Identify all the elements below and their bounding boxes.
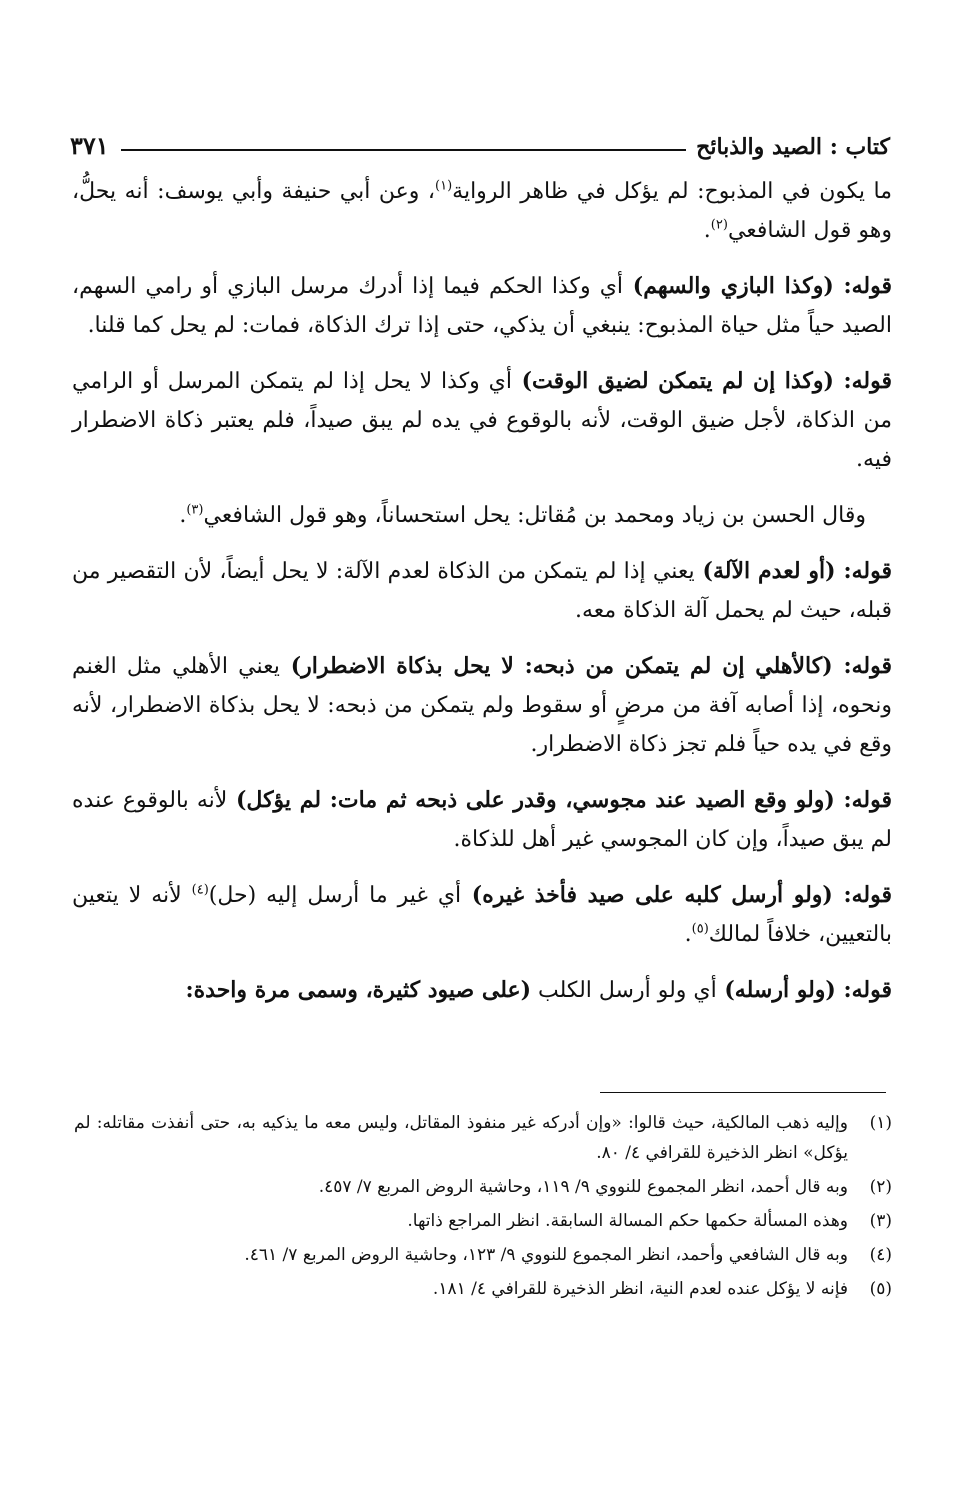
footnote-text: فإنه لا يؤكل عنده لعدم النية، انظر الذخيرة للقرافي ٤/ ١٨١. [432,1279,848,1299]
footnote [74,1240,892,1270]
text-segment: أي وكذا لا يحل إذا لم يتمكن المرسل أو الرامي من الذكاة، لأجل ضيق الوقت، لأنه بالوقوع في يده لم يبق صيداً، فلم يعتبر ذكاة الاضطرار فيه. [72,369,892,472]
paragraph-lead: قوله: [843,368,893,394]
footnote-text: وبه قال أحمد، انظر المجموع للنووي ٩/ ١١٩، وحاشية الروض المربع ٧/ ٤٥٧. [318,1177,848,1197]
footnote-number: (٤) [869,1245,892,1265]
footnote-ref: (٤) [191,882,209,898]
text-segment: لأنه لا يتعين بالتعيين، خلافاً لمالك [72,883,892,947]
paragraph [72,267,892,345]
paragraph-lead: قوله: [843,787,892,813]
quoted-text: (كالأهلي إن لم يتمكن من ذبحه: لا يحل بذكاة الاضطرار) [279,653,844,679]
paragraph [72,362,892,479]
text-segment: يعني إذا لم يتمكن من الذكاة لعدم الآلة: لا يحل أيضاً، لأن التقصير من قبله، حيث لم يحمل آلة الذكاة معه. [72,559,892,623]
footnote-number: (٥) [869,1279,892,1299]
footnotes [74,1108,892,1308]
footnote-separator [600,1092,886,1093]
main-text [72,172,892,1027]
text-segment: . [684,922,692,947]
text-segment: أي غير ما أرسل إليه (حل) [208,883,462,908]
paragraph-lead: قوله: [843,558,893,584]
quoted-text: (وكذا إن لم يتمكن لضيق الوقت) [512,368,844,394]
footnote-text: وهذه المسألة حكمها حكم المسالة السابقة. انظر المراجع ذاتها. [407,1211,848,1231]
footnote-text: وبه قال الشافعي وأحمد، انظر المجموع للنووي ٩/ ١٢٣، وحاشية الروض المربع ٧/ ٤٦١. [244,1245,848,1265]
quoted-text: (على صيود كثيرة، وسمى مرة واحدة: [185,977,532,1003]
paragraph [72,552,892,630]
footnote-text: وإليه ذهب المالكية، حيث قالوا: «وإن أدركه غير منفوذ المقاتل، وليس معه ما يذكيه به، حتى أنفذت مقاتله: لم يؤكل» انظر الذخيرة للقرافي ٤/ ٨٠. [74,1113,848,1163]
quoted-text: (ولو أرسله) [716,977,844,1003]
page-number: ٣٧١ [70,131,109,160]
paragraph [72,876,892,954]
page-header [70,112,890,160]
footnote-ref: (٣) [186,502,204,518]
quoted-text: (ولو أرسل كلبه على صيد فأخذ غيره) [461,882,844,908]
footnote [74,1274,892,1304]
footnote [74,1108,892,1168]
footnote-number: (٣) [869,1211,892,1231]
quoted-text: (ولو وقع الصيد عند مجوسي، وقدر على ذبحه ثم مات: لم يؤكل) [227,787,844,813]
text-segment: يعني الأهلي مثل الغنم ونحوه، إذا أصابه آفة من مرضٍ أو سقوط ولم يتمكن من ذبحه: لا يحل بذكاة الاضطرار، لأنه وقع في يده حياً فلم تجز ذكاة الاضطرار. [72,654,892,757]
footnote-ref: (٥) [691,921,709,937]
text-segment: أي وكذا الحكم فيما إذا أدرك مرسل البازي أو رامي السهم، الصيد حياً مثل حياة المذبوح: ينبغي أن يذكي، حتى إذا ترك الذكاة، فمات: لم يحل كما قلنا. [72,274,892,338]
text-segment: وقال الحسن بن زياد ومحمد بن مُقاتل: يحل استحساناً، وهو قول الشافعي [203,503,866,528]
paragraph [72,971,892,1010]
quoted-text: (أو لعدم الآلة) [694,558,844,584]
footnote-number: (٢) [869,1177,892,1197]
quoted-text: (وكذا البازي والسهم) [623,273,844,299]
text-segment: أي ولو أرسل الكلب [531,978,717,1003]
footnote-number: (١) [869,1113,892,1133]
text-segment: . [703,218,711,243]
paragraph [72,496,892,535]
text-segment: ما يكون في المذبوح: لم يؤكل في ظاهر الرواية [452,179,892,204]
paragraph-lead: قوله: [843,273,893,299]
paragraph-lead: قوله: [843,653,892,679]
paragraph [72,172,892,250]
footnote-ref: (١) [435,178,453,194]
paragraph [72,781,892,859]
paragraph [72,647,892,764]
paragraph-lead: قوله: [843,977,892,1003]
header-rule [121,149,686,151]
footnote [74,1206,892,1236]
text-segment: لأنه بالوقوع عنده لم يبق صيداً، وإن كان المجوسي غير أهل للذكاة. [72,788,892,852]
footnote-ref: (٢) [710,217,728,233]
paragraph-lead: قوله: [843,882,892,908]
running-title: كتاب : الصيد والذبائح [696,134,890,160]
text-segment: ، وعن أبي حنيفة وأبي يوسف: أنه يحلُّ، وهو قول الشافعي [72,179,892,243]
text-segment: . [179,503,187,528]
footnote [74,1172,892,1202]
